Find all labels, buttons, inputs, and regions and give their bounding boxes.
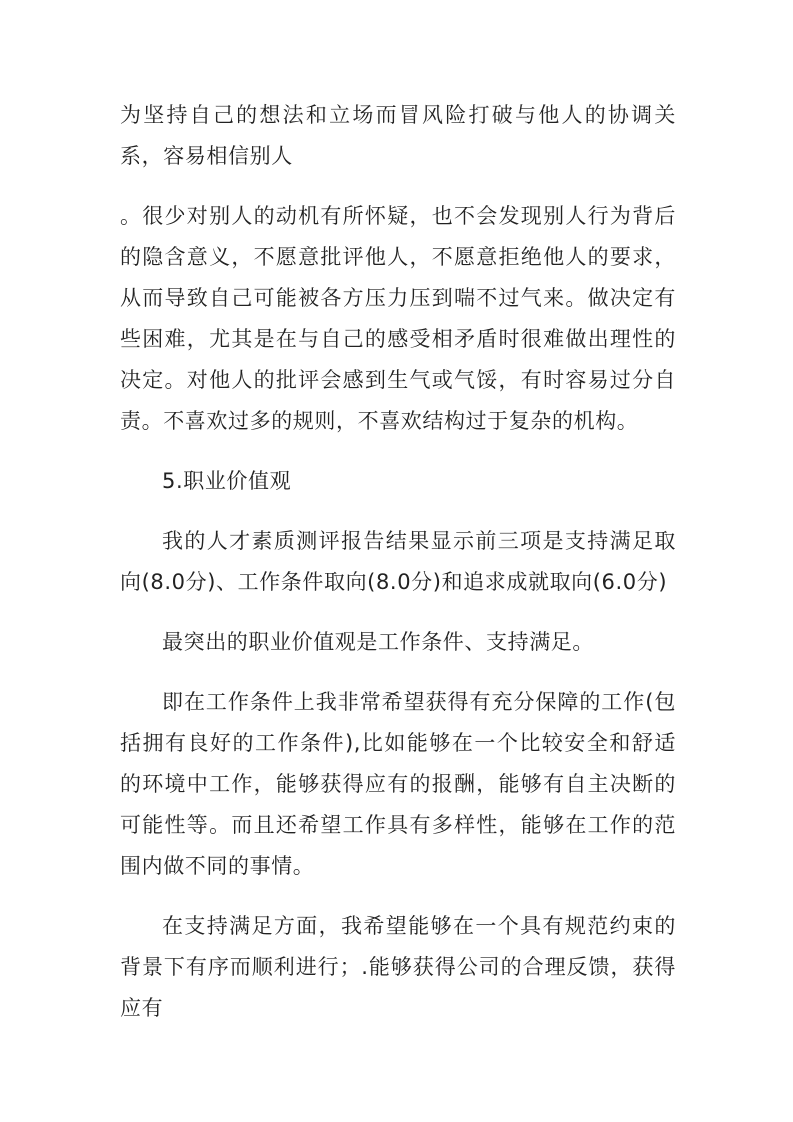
section-heading: 5.职业价值观	[162, 469, 292, 493]
paragraph-3: 我的人才素质测评报告结果显示前三项是支持满足取向(8.0分)、工作条件取向(8.0分)和追求成就取向(6.0分)	[120, 529, 676, 594]
document-page	[120, 95, 676, 1029]
paragraph-2: 。很少对别人的动机有所怀疑，也不会发现别人行为背后的隐含意义，不愿意批评他人，不愿意拒绝他人的要求，从而导致自己可能被各方压力压到喘不过气来。做决定有些困难，尤其是在与自己的感受相矛盾时很难做出理性的决定。对他人的批评会感到生气或气馁，有时容易过分自责。不喜欢过多的规则，不喜欢结构过于复杂的机构。	[120, 204, 676, 433]
paragraph-4: 最突出的职业价值观是工作条件、支持满足。	[162, 630, 594, 654]
paragraph-5: 即在工作条件上我非常希望获得有充分保障的工作(包括拥有良好的工作条件),比如能够在一个比较安全和舒适的环境中工作，能够获得应有的报酬，能够有自主决断的可能性等。而且还希望工作具有多样性，能够在工作的范围内做不同的事情。	[120, 690, 676, 878]
paragraph-1: 为坚持自己的想法和立场而冒风险打破与他人的协调关系，容易相信别人	[120, 103, 676, 168]
paragraph-6: 在支持满足方面，我希望能够在一个具有规范约束的背景下有序而顺利进行；.能够获得公司的合理反馈，获得应有	[120, 914, 676, 1020]
